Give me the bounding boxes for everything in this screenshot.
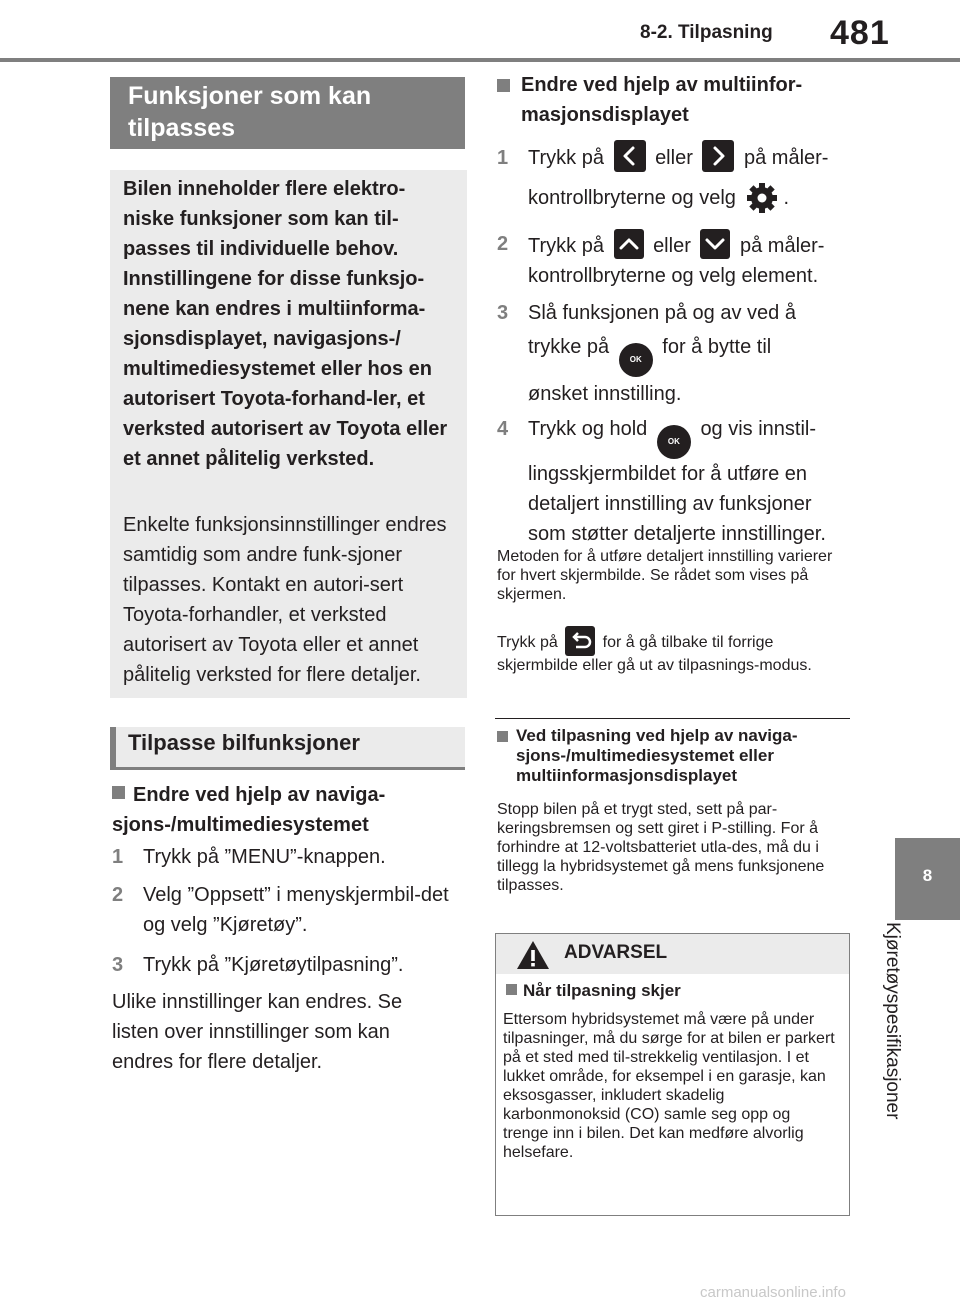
box-heading-text: Tilpasse bilfunksjoner [128, 730, 360, 755]
ok-button-icon: OK [619, 343, 653, 377]
heading-underline [110, 767, 465, 770]
warning-subheading: Når tilpasning skjer [506, 981, 681, 1001]
bullet-square-icon [506, 984, 517, 995]
chevron-right-icon [702, 140, 734, 172]
warning-title: ADVARSEL [564, 942, 668, 963]
chevron-left-icon [614, 140, 646, 172]
back-icon [565, 626, 595, 656]
box-heading-text: Funksjoner som kan tilpasses [128, 82, 372, 142]
step-item: 3 Slå funksjonen på og av ved å trykke på OK for å bytte til ønsket innstilling. [497, 302, 796, 405]
chapter-label-wrap [878, 920, 928, 1150]
warning-body: Ettersom hybridsystemet må være på under tilpasninger, må du sørge for at bilen er parkert på et sted med til-strekkelig ventilasjon. I et lukket område, for eksempel i en garasje, kan eksosgasser, inkludert skadelig karbonmonoksid (CO) samle seg opp og trenge inn i bilen. Det kan medføre alvorlig helsefare. [503, 1011, 835, 1161]
watermark: carmanualsonline.info [700, 1284, 846, 1301]
step-item: 1 Trykk på eller på måler- kontrollbryterne og velg . [497, 143, 852, 221]
step-item: 2 Velg ”Oppsett” i menyskjermbil-det og velg ”Kjøretøy”. [112, 884, 449, 936]
chevron-up-icon [614, 229, 644, 259]
step-item: 3 Trykk på ”Kjøretøytilpasning”. [112, 954, 404, 976]
step-item: 1 Trykk på ”MENU”-knappen. [112, 846, 386, 868]
chapter-label: Kjøretøyspesifikasjoner [882, 922, 903, 1120]
step-item: 4 Trykk og hold OK og vis innstil- lingsskjermbildet for å utføre en detaljert innstilling av funksjoner som støtter detaljerte innstillinger. [497, 418, 826, 545]
page-number: 481 [830, 14, 890, 52]
box-heading-functions [110, 77, 465, 149]
left-paragraph: Ulike innstillinger kan endres. Se listen over innstillinger som kan endres for flere detaljer. [112, 991, 403, 1073]
subheading-multiinfo: Endre ved hjelp av multiinfor-masjonsdisplayet [497, 70, 847, 130]
box-heading-customize [110, 727, 465, 767]
intro-normal-text: Enkelte funksjonsinnstillinger endres samtidig som andre funk-sjoner tilpasses. Kontakt en autori-sert Toyota-forhandler, et verksted autorisert av Toyota eller et annet pålitelig verksted for flere detaljer. [123, 514, 447, 686]
subheading-navigation: Endre ved hjelp av naviga-sjons-/multimediesystemet [112, 784, 386, 836]
section-divider [495, 718, 850, 719]
bullet-square-icon [112, 786, 125, 799]
header-divider [0, 58, 960, 62]
step-item: 2 Trykk på eller på måler- kontrollbryterne og velg element. [497, 229, 852, 291]
chevron-down-icon [700, 229, 730, 259]
gear-icon [744, 180, 780, 216]
note-text: Trykk på for å gå tilbake til forrige skjermbilde eller gå ut av tilpasnings-modus. [497, 626, 852, 675]
warning-triangle-icon [516, 940, 550, 970]
intro-bold-text: Bilen inneholder flere elektro-niske funksjoner som kan til-passes til individuelle behov. Innstillingene for disse funksjo-nene kan endres i multiinforma-sjonsdisplayet, navigasjons-/ multimediesystemet eller hos en autorisert Toyota-forhand-ler, et verksted autorisert av Toyota eller et annet pålitelig verksted. [123, 178, 448, 470]
chapter-number: 8 [922, 866, 933, 885]
note-text: Metoden for å utføre detaljert innstilling varierer for hvert skjermbilde. Se rådet som vises på skjermen. [497, 548, 833, 603]
section-title: 8-2. Tilpasning [640, 22, 773, 43]
bullet-square-icon [497, 79, 510, 92]
bullet-square-icon [497, 731, 508, 742]
subheading-customization: Ved tilpasning ved hjelp av naviga-sjons-/multimediesystemet eller multiinformasjonsdisplayet [497, 726, 852, 786]
ok-button-icon: OK [657, 425, 691, 459]
right-paragraph: Stopp bilen på et trygt sted, sett på par-keringsbremsen og sett giret i P-stilling. For å forhindre at 12-voltsbatteriet utla-des, må du i tillegg la hybridsystemet gå mens funksjonene tilpasses. [497, 801, 825, 894]
